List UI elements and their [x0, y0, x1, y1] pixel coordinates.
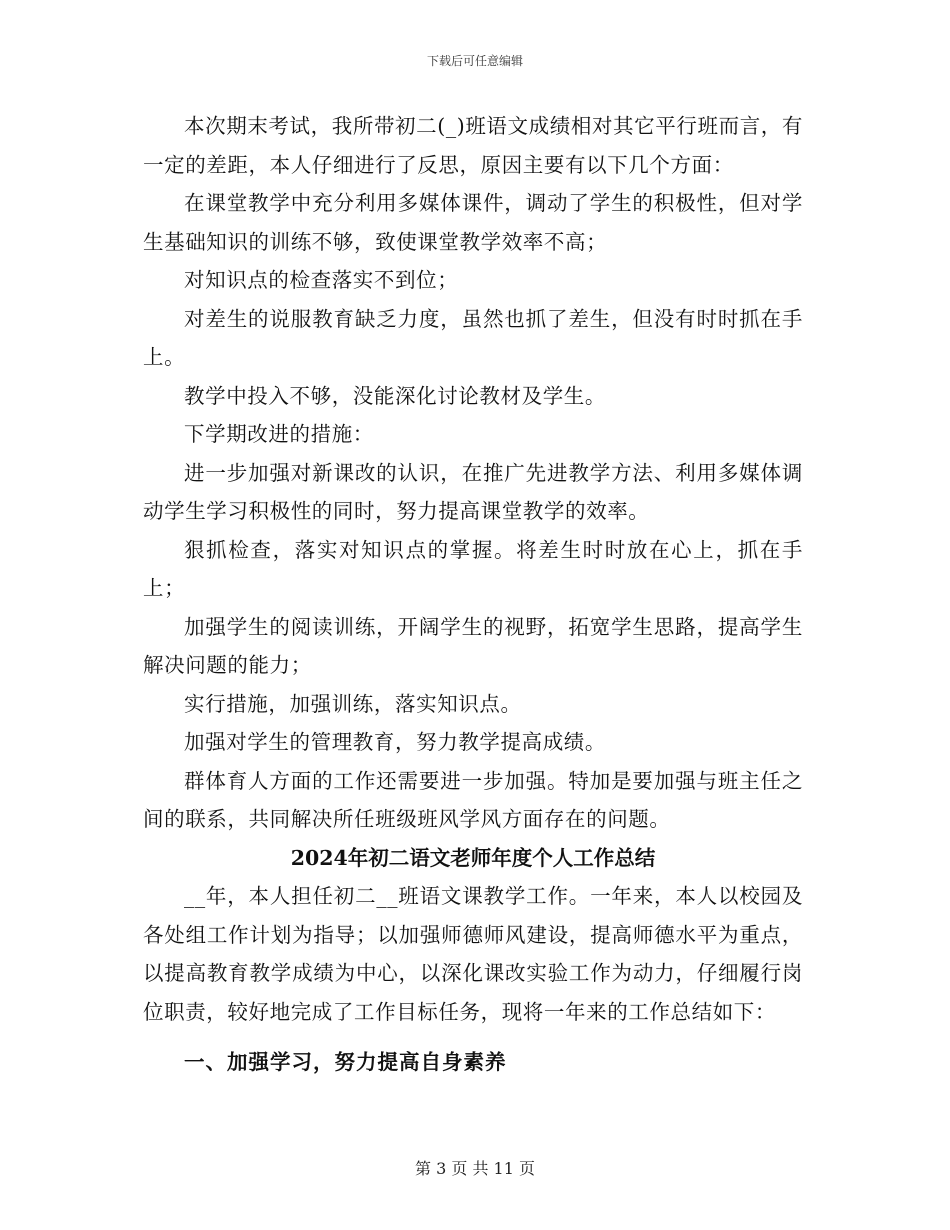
paragraph-reading: 加强学生的阅读训练，开阔学生的视野，拓宽学生思路，提高学生解决问题的能力； — [143, 614, 803, 677]
paragraph-cooperation: 群体育人方面的工作还需要进一步加强。特加是要加强与班主任之间的联系，共同解决所任班级班风学风方面存在的问题。 — [143, 768, 803, 831]
paragraph-exam-reflection: 本次期末考试，我所带初二(_)班语文成绩相对其它平行班而言，有一定的差距，本人仔细进行了反思，原因主要有以下几个方面： — [143, 114, 803, 177]
paragraph-new-curriculum: 进一步加强对新课改的认识，在推广先进教学方法、利用多媒体调动学生学习积极性的同时，努力提高课堂教学的效率。 — [143, 460, 803, 523]
page-header: 下载后可任意编辑 — [426, 54, 523, 68]
paragraph-improvement-intro: 下学期改进的措施： — [184, 422, 374, 446]
document-body — [143, 107, 803, 1082]
paragraph-management: 加强对学生的管理教育，努力教学提高成绩。 — [184, 730, 606, 754]
paragraph-weak-students: 对差生的说服教育缺乏力度，虽然也抓了差生，但没有时时抓在手上。 — [143, 306, 803, 369]
section-heading: 一、加强学习，努力提高自身素养 — [184, 1050, 507, 1074]
document-title: 2024年初二语文老师年度个人工作总结 — [290, 845, 656, 870]
paragraph-annual-intro: __年，本人担任初二__班语文课教学工作。一年来，本人以校园及各处组工作计划为指导；以加强师德师风建设，提高师德水平为重点，以提高教育教学成绩为中心，以深化课改实验工作为动力，仔细履行岗位职责，较好地完成了工作目标任务，现将一年来的工作总结如下： — [143, 884, 803, 1024]
paragraph-multimedia: 在课堂教学中充分利用多媒体课件，调动了学生的积极性，但对学生基础知识的训练不够，致使课堂教学效率不高； — [143, 191, 803, 254]
paragraph-measures: 实行措施，加强训练，落实知识点。 — [184, 691, 522, 716]
page-footer: 第 3 页 共 11 页 — [415, 1159, 535, 1178]
paragraph-knowledge-check: 对知识点的检查落实不到位； — [184, 268, 459, 292]
paragraph-investment: 教学中投入不够，没能深化讨论教材及学生。 — [184, 383, 606, 408]
paragraph-inspection: 狠抓检查，落实对知识点的掌握。将差生时时放在心上，抓在手上； — [143, 537, 803, 600]
